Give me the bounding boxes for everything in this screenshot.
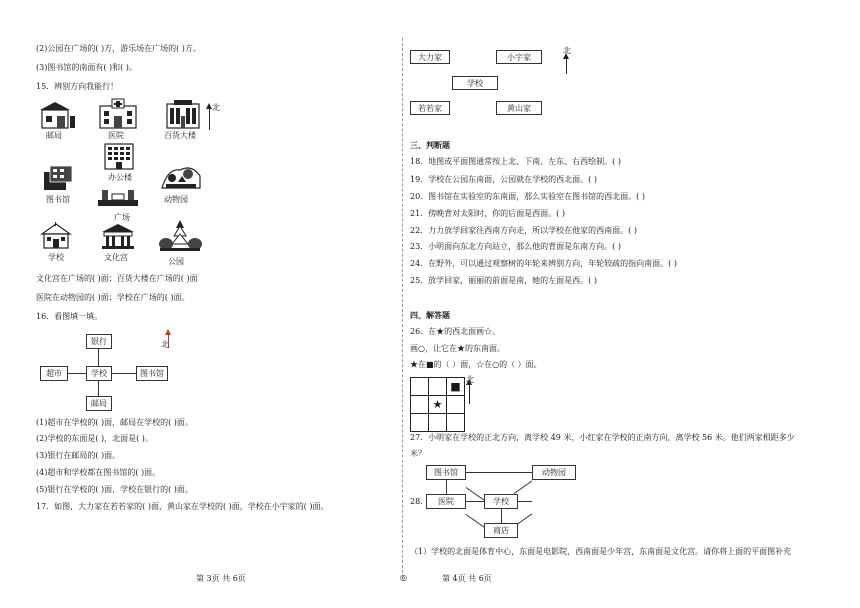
hospital-icon (98, 98, 138, 130)
q15-question-line1: 文化宫在广场的( )面；百货大楼在广场的( )面 (36, 274, 198, 283)
q15-label-hospital: 医院 (108, 131, 124, 140)
q16-connector-h-left (68, 373, 86, 374)
q18-text: 18．地图或平面图通常按上北、下南、左东、右西绘制。( ) (410, 157, 621, 166)
q24-text: 24．在野外，可以通过观察树的年轮来辨别方向，年轮较疏的指向南面。( ) (410, 259, 677, 268)
q27-text-line2: 米？ (410, 449, 426, 458)
q20-text: 20．图书馆在实验室的东南面，那么实验室在图书馆的西北面。( ) (410, 192, 645, 201)
q16-box-bank: 银行 (86, 334, 112, 349)
q28-box-zoo: 动物园 (532, 465, 576, 480)
q15-label-square: 广场 (114, 213, 130, 222)
q28-connector-diag-3 (466, 514, 485, 527)
department-store-icon (164, 98, 202, 130)
q28-connector-h-mid-right (518, 501, 532, 502)
q28-connector-diag-2 (514, 480, 533, 493)
q17-north-arrow (566, 58, 567, 74)
q16-box-school: 学校 (86, 366, 112, 381)
q25-text: 25．放学回家，丽丽的前面是南，她的左面是西。( ) (410, 276, 597, 285)
q15-title: 15．辨别方向我能行！ (36, 82, 119, 91)
q17-text: 17．如图，大力家在若若家的( )面，黄山家在学校的( )面，学校在小宇家的( )面。 (36, 502, 329, 511)
q15-label-park: 公园 (168, 257, 184, 266)
q15-label-post-office: 邮局 (46, 131, 62, 140)
q28-connector-v-mid (501, 509, 502, 523)
q17-box-ruoruo-home: 若若家 (410, 101, 450, 115)
q15-label-library: 图书馆 (46, 195, 70, 204)
cultural-palace-icon (100, 222, 136, 250)
q16-1-text: (1)超市在学校的( )面，邮局在学校的( )面。 (36, 418, 193, 427)
q16-connector-h-right (112, 373, 136, 374)
q28-1-text: （1）学校的北面是体育中心，东面是电影院，西南面是少年宫，东南面是文化宫。请你将上面的平面图补充 (410, 547, 792, 556)
q28-number: 28． (410, 497, 429, 506)
page-divider (402, 38, 403, 578)
library-icon (42, 164, 74, 192)
section-4-heading: 四、解答题 (410, 310, 450, 320)
q28-box-shop: 商店 (484, 523, 518, 538)
q23-text: 23．小明面向东北方向站立，那么他的背面是东南方向。( ) (410, 242, 621, 251)
q14-2-text: (2)公园在广场的( )方，游乐场在广场的( )方。 (36, 44, 201, 53)
q16-connector-v-top (98, 348, 99, 366)
zoo-icon (158, 160, 204, 192)
q16-5-text: (5)银行在学校的( )面，学校在银行的( )面。 (36, 485, 193, 494)
q15-label-cultural-palace: 文化宫 (104, 253, 128, 262)
q16-box-post-office: 邮局 (86, 396, 112, 411)
q16-connector-v-bottom (98, 380, 99, 396)
q14-3-text: (3)图书馆的南面有( )和( )。 (36, 63, 137, 72)
q27-text-line1: 27．小明家在学校的正北方向，离学校 49 米，小红家在学校的正南方向，离学校 56 米。他们两家相距多少 (410, 433, 795, 442)
footer-center-mark: ◎ (400, 573, 407, 582)
q16-box-library: 图书馆 (136, 366, 168, 381)
q15-label-department-store: 百货大楼 (164, 131, 196, 140)
square-icon (96, 186, 140, 210)
q16-3-text: (3)银行在邮局的( )面。 (36, 451, 121, 460)
q17-box-school: 学校 (452, 76, 498, 90)
section-3-heading: 三、判断题 (410, 140, 450, 150)
q21-text: 21．傍晚背对太阳时，你的后面是西面。( ) (410, 209, 565, 218)
q28-box-library: 图书馆 (426, 465, 466, 480)
q26-square-cell: ■ (447, 378, 465, 396)
q22-text: 22．力力放学回家往西南方向走，所以学校在他家的西南面。( ) (410, 226, 637, 235)
q16-north-label: 北 (161, 340, 169, 349)
post-office-icon (40, 100, 76, 130)
q17-box-xiaoyu-home: 小宇家 (496, 50, 542, 64)
office-building-icon (102, 142, 136, 170)
q26-a-text: 画○，让它在★的东南面。 (410, 344, 505, 353)
q28-box-school: 学校 (484, 494, 518, 509)
q15-label-office-building: 办公楼 (108, 173, 132, 182)
q26-north-label: 北 (466, 375, 474, 384)
q19-text: 19．学校在公园东南面，公园就在学校的西北面。( ) (410, 175, 597, 184)
q26-b-text: ★在■的（ ）面，☆在○的（ ）面。 (410, 360, 542, 369)
footer-page-right: 第 4页 共 6页 (442, 574, 492, 583)
q17-box-huangshan-home: 黄山家 (496, 101, 542, 115)
q15-north-arrow (209, 108, 210, 130)
q28-connector-diag-1 (466, 487, 485, 500)
q15-question-line2: 医院在动物园的( )面；学校在广场的( )面。 (36, 293, 190, 302)
q16-box-supermarket: 超市 (40, 366, 68, 381)
q28-connector-v-left (446, 480, 447, 494)
q15-north-label: 北 (212, 103, 220, 112)
q16-2-text: (2)学校的东面是( )，北面是( )。 (36, 434, 153, 443)
q28-box-hospital: 医院 (426, 494, 466, 509)
school-icon (40, 222, 72, 250)
q28-connector-h-mid-left (466, 501, 484, 502)
q15-label-zoo: 动物园 (164, 195, 188, 204)
q15-label-school: 学校 (48, 253, 64, 262)
park-icon (158, 218, 202, 254)
q17-north-label: 北 (563, 46, 571, 55)
q16-title: 16．看图填一填。 (36, 312, 103, 321)
q26-text: 26．在★的西北面画☆。 (410, 327, 501, 336)
q28-connector-h-top (466, 472, 532, 473)
footer-page-left: 第 3页 共 6页 (196, 574, 246, 583)
q26-star-cell: ★ (429, 396, 447, 414)
q16-4-text: (4)超市和学校都在图书馆的( )面。 (36, 468, 161, 477)
q26-grid (410, 377, 465, 432)
q26-north-arrow (469, 384, 470, 404)
q17-box-dali-home: 大力家 (410, 50, 450, 64)
